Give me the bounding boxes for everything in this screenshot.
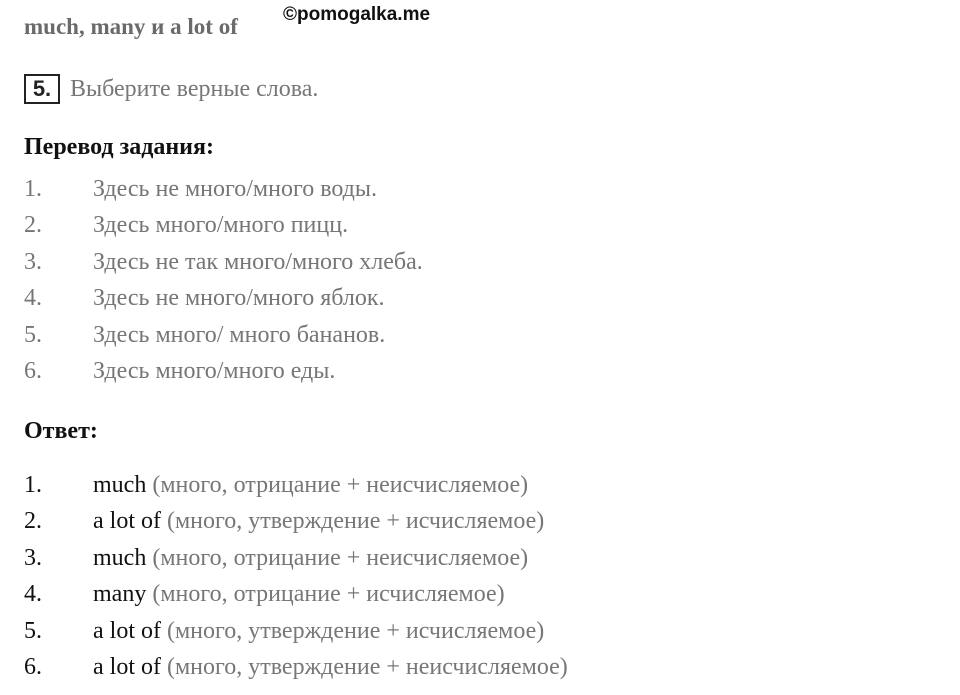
- item-number: 2.: [24, 212, 42, 239]
- list-item: [24, 358, 944, 394]
- list-item: [24, 322, 944, 358]
- item-number: 4.: [24, 285, 42, 312]
- answer-text: [93, 581, 505, 608]
- answer-word: a lot of: [93, 653, 161, 680]
- page-title: much, many и a lot of: [24, 14, 238, 39]
- answer-text: [93, 472, 528, 499]
- answer-note: (много, отрицание + неисчисляемое): [146, 472, 529, 498]
- list-item: [24, 176, 944, 212]
- task-number-box: 5.: [24, 74, 60, 104]
- list-item: [24, 472, 944, 508]
- item-text: Здесь много/много еды.: [93, 357, 336, 384]
- item-number: 3.: [24, 544, 42, 571]
- answer-note: (много, утверждение + исчисляемое): [160, 617, 545, 644]
- item-number: 3.: [24, 248, 42, 275]
- answer-note: (много, отрицание + исчисляемое): [146, 581, 505, 608]
- item-number: 6.: [24, 357, 42, 384]
- answer-word: many: [93, 581, 147, 608]
- answer-word: much: [93, 472, 147, 498]
- item-number: 1.: [24, 472, 42, 498]
- answer-word: a lot of: [93, 508, 161, 535]
- answer-text: [93, 545, 528, 572]
- item-number: 2.: [24, 508, 42, 535]
- item-text: Здесь не много/много воды.: [93, 176, 378, 202]
- task-block: [24, 72, 318, 106]
- item-number: 1.: [24, 176, 42, 202]
- item-number: 6.: [24, 653, 42, 680]
- translation-heading: Перевод задания:: [24, 134, 214, 160]
- item-text: Здесь не так много/много хлеба.: [93, 248, 423, 275]
- answer-word: a lot of: [93, 617, 161, 644]
- answer-list: [24, 472, 944, 690]
- item-number: 5.: [24, 617, 42, 644]
- item-text: Здесь много/ много бананов.: [93, 321, 386, 348]
- answer-word: much: [93, 544, 147, 571]
- list-item: [24, 285, 944, 321]
- answer-text: [93, 654, 568, 681]
- list-item: [24, 581, 944, 617]
- watermark: ©pomogalka.me: [283, 4, 431, 25]
- list-item: [24, 508, 944, 544]
- answer-text: [93, 508, 544, 535]
- item-text: Здесь много/много пицц.: [93, 212, 349, 239]
- task-instruction: Выберите верные слова.: [70, 75, 319, 102]
- answer-note: (много, отрицание + неисчисляемое): [146, 544, 529, 571]
- list-item: [24, 212, 944, 248]
- list-item: [24, 618, 944, 654]
- list-item: [24, 654, 944, 690]
- answer-text: [93, 618, 544, 645]
- answer-note: (много, утверждение + неисчисляемое): [160, 653, 568, 680]
- list-item: [24, 249, 944, 285]
- item-text: Здесь не много/много яблок.: [93, 285, 385, 312]
- item-number: 5.: [24, 321, 42, 348]
- item-number: 4.: [24, 581, 42, 608]
- answer-note: (много, утверждение + исчисляемое): [160, 508, 545, 535]
- translation-list: [24, 176, 944, 394]
- answer-heading: Ответ:: [24, 418, 98, 444]
- list-item: [24, 545, 944, 581]
